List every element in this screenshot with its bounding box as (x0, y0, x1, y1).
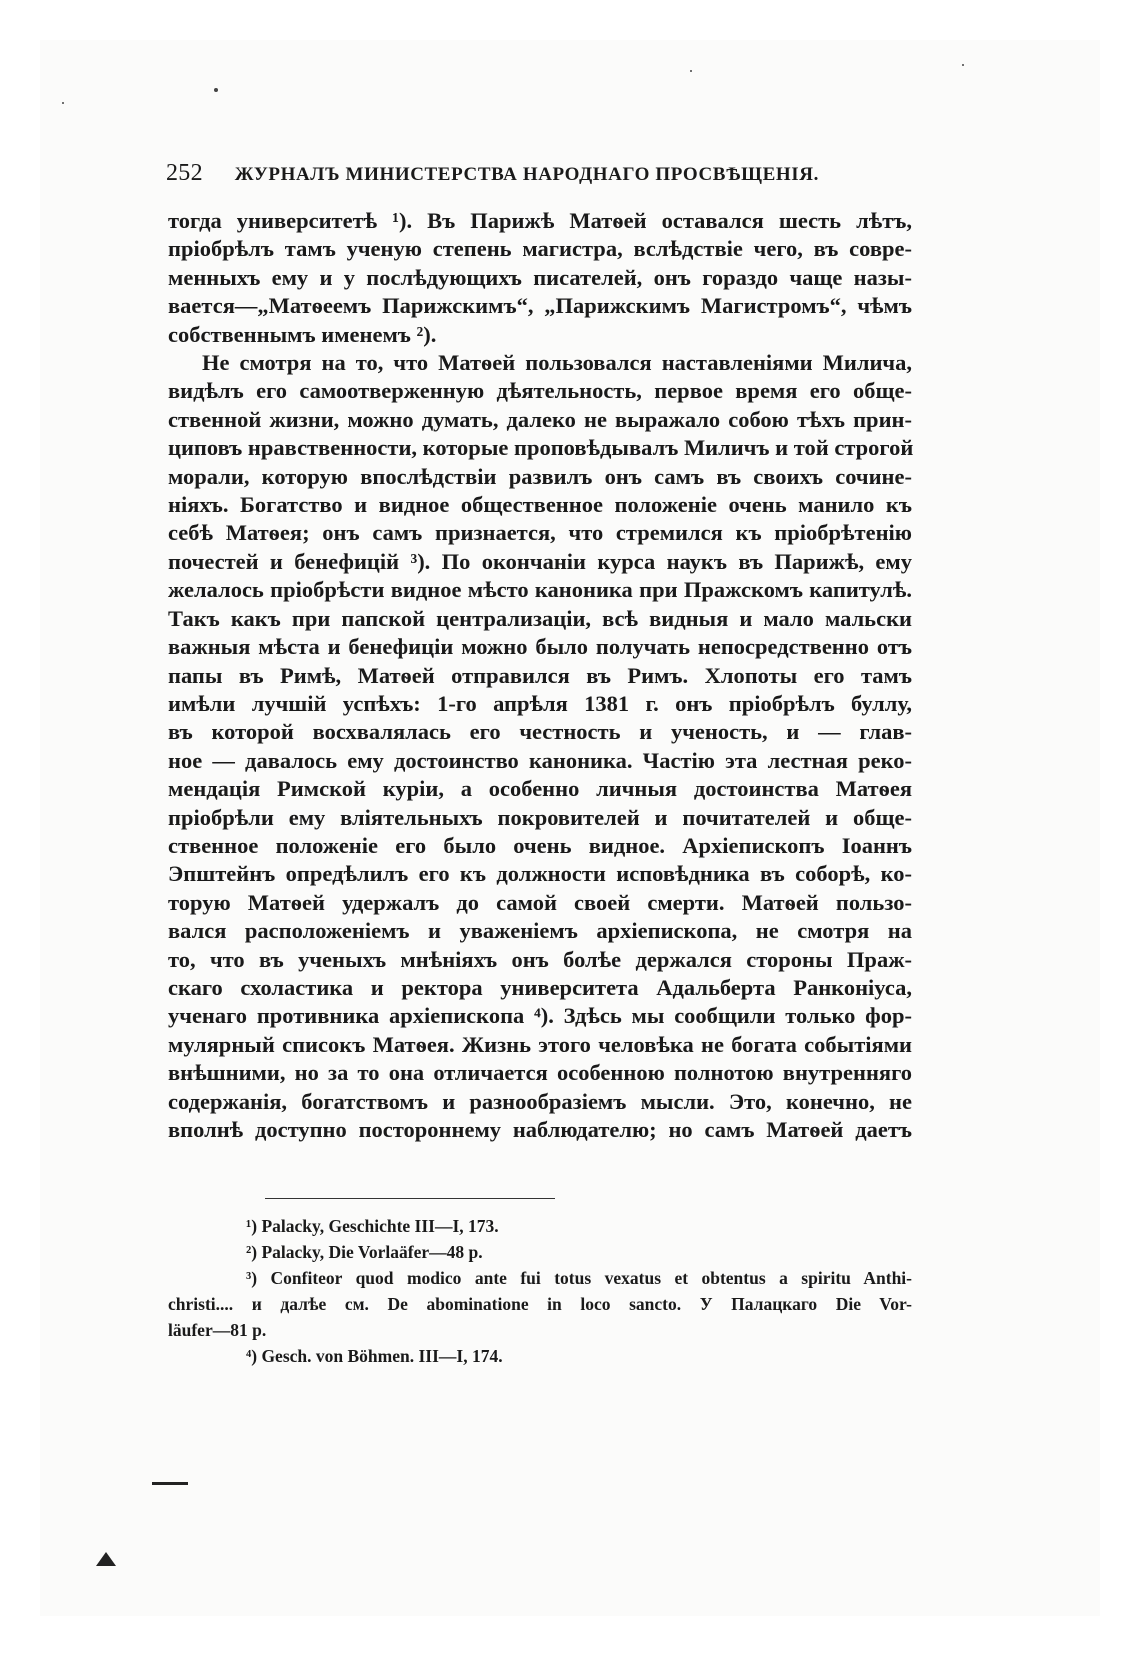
footnote-rule (265, 1198, 555, 1199)
body-line: въ которой восхвалялась его честность и ученость, и — глав- (168, 719, 912, 745)
footnote: christi.... и далѣе см. De abominatione in loco sancto. У Палацкаго Die Vor- (168, 1294, 912, 1314)
footnote: ¹) Palacky, Geschichte III—I, 173. (246, 1216, 499, 1236)
body-line: видѣлъ его самоотверженную дѣятельность, первое время его обще- (168, 378, 912, 404)
body-line: Не смотря на то, что Матѳей пользовался наставленіями Милича, (202, 350, 912, 376)
body-line: ученаго противника архіепископа ⁴). Здѣсь мы сообщили только фор- (168, 1003, 912, 1029)
scan-speck (690, 70, 692, 72)
body-line: себѣ Матѳея; онъ самъ признается, что стремился къ пріобрѣтенію (168, 520, 912, 546)
body-line: то, что въ ученыхъ мнѣніяхъ онъ болѣе держался стороны Праж- (168, 946, 912, 972)
scan-speck (962, 64, 964, 66)
corner-mark (96, 1552, 116, 1566)
body-line: ственное положеніе его было очень видное. Архіепископъ Іоаннъ (168, 832, 912, 858)
margin-dash (152, 1482, 188, 1485)
body-line: желалось пріобрѣсти видное мѣсто каноника при Пражскомъ капитулѣ. (168, 577, 912, 603)
scan-speck (62, 102, 64, 104)
body-line: вался расположеніемъ и уваженіемъ архіепископа, не смотря на (168, 918, 912, 944)
body-line: тогда университетѣ ¹). Въ Парижѣ Матѳей оставался шесть лѣтъ, (168, 208, 912, 233)
body-line: собственнымъ именемъ ²). (168, 321, 437, 347)
body-line: пріобрѣлъ тамъ ученую степень магистра, вслѣдствіе чего, въ совре- (168, 236, 912, 262)
body-line: торую Матѳей удержалъ до самой своей смерти. Матѳей пользо- (168, 889, 912, 915)
body-line: менныхъ ему и у послѣдующихъ писателей, онъ гораздо чаще назы- (168, 264, 912, 290)
body-line: внѣшними, но за то она отличается особенною полнотою внутренняго (168, 1060, 912, 1086)
body-line: мулярный списокъ Матѳея. Жизнь этого человѣка не богата событіями (168, 1031, 912, 1057)
body-line: Эпштейнъ опредѣлилъ его къ должности исповѣдника въ соборѣ, ко- (168, 861, 912, 887)
body-line: пріобрѣли ему вліятельныхъ покровителей и почитателей и обще- (168, 804, 912, 830)
body-line: ственной жизни, можно думать, далеко не выражало собою тѣхъ прин- (168, 406, 912, 432)
footnote: ³) Confiteor quod modico ante fui totus vexatus et obtentus a spiritu Anthi- (246, 1268, 912, 1288)
footnote: läufer—81 p. (168, 1320, 267, 1340)
body-line: папы въ Римѣ, Матѳей отправился въ Римъ. Хлопоты его тамъ (168, 662, 912, 688)
journal-title: ЖУРНАЛЪ МИНИСТЕРСТВА НАРОДНАГО ПРОСВѢЩЕНІЯ. (234, 164, 819, 185)
body-line: циповъ нравственности, которые проповѣдывалъ Миличъ и той строгой (168, 435, 914, 461)
body-line: почестей и бенефицій ³). По окончаніи курса наукъ въ Парижѣ, ему (168, 548, 912, 574)
footnotes (168, 1213, 912, 1369)
body-line: мендація Римской куріи, а особенно личныя достоинства Матѳея (168, 776, 912, 802)
body-line: Такъ какъ при папской централизаціи, всѣ видныя и мало мальски (168, 605, 912, 631)
scan-speck (214, 88, 218, 92)
page-number: 252 (166, 160, 203, 186)
body-line: ное — давалось ему достоинство каноника. Частію эта лестная реко- (168, 747, 912, 773)
running-header (166, 160, 912, 187)
body-line: скаго схоластика и ректора университета Адальберта Ранконіуса, (168, 974, 912, 1000)
body-line: вается—„Матѳеемъ Парижскимъ“, „Парижскимъ Магистромъ“, чѣмъ (168, 293, 912, 319)
footnote: ⁴) Gesch. von Böhmen. III—I, 174. (246, 1346, 503, 1366)
footnote: ²) Palacky, Die Vorlaäfer—48 p. (246, 1242, 483, 1262)
body-text (168, 207, 912, 1144)
body-line: вполнѣ доступно постороннему наблюдателю; но самъ Матѳей даетъ (168, 1117, 912, 1142)
body-line: морали, которую впослѣдствіи развилъ онъ самъ въ своихъ сочине- (168, 463, 912, 489)
body-line: имѣли лучшій успѣхъ: 1-го апрѣля 1381 г. онъ пріобрѣлъ буллу, (168, 690, 912, 716)
body-line: важныя мѣста и бенефиціи можно было получать непосредственно отъ (168, 634, 912, 660)
body-line: ніяхъ. Богатство и видное общественное положеніе очень манило къ (168, 492, 912, 518)
body-line: содержанія, богатствомъ и разнообразіемъ мысли. Это, конечно, не (168, 1088, 912, 1114)
